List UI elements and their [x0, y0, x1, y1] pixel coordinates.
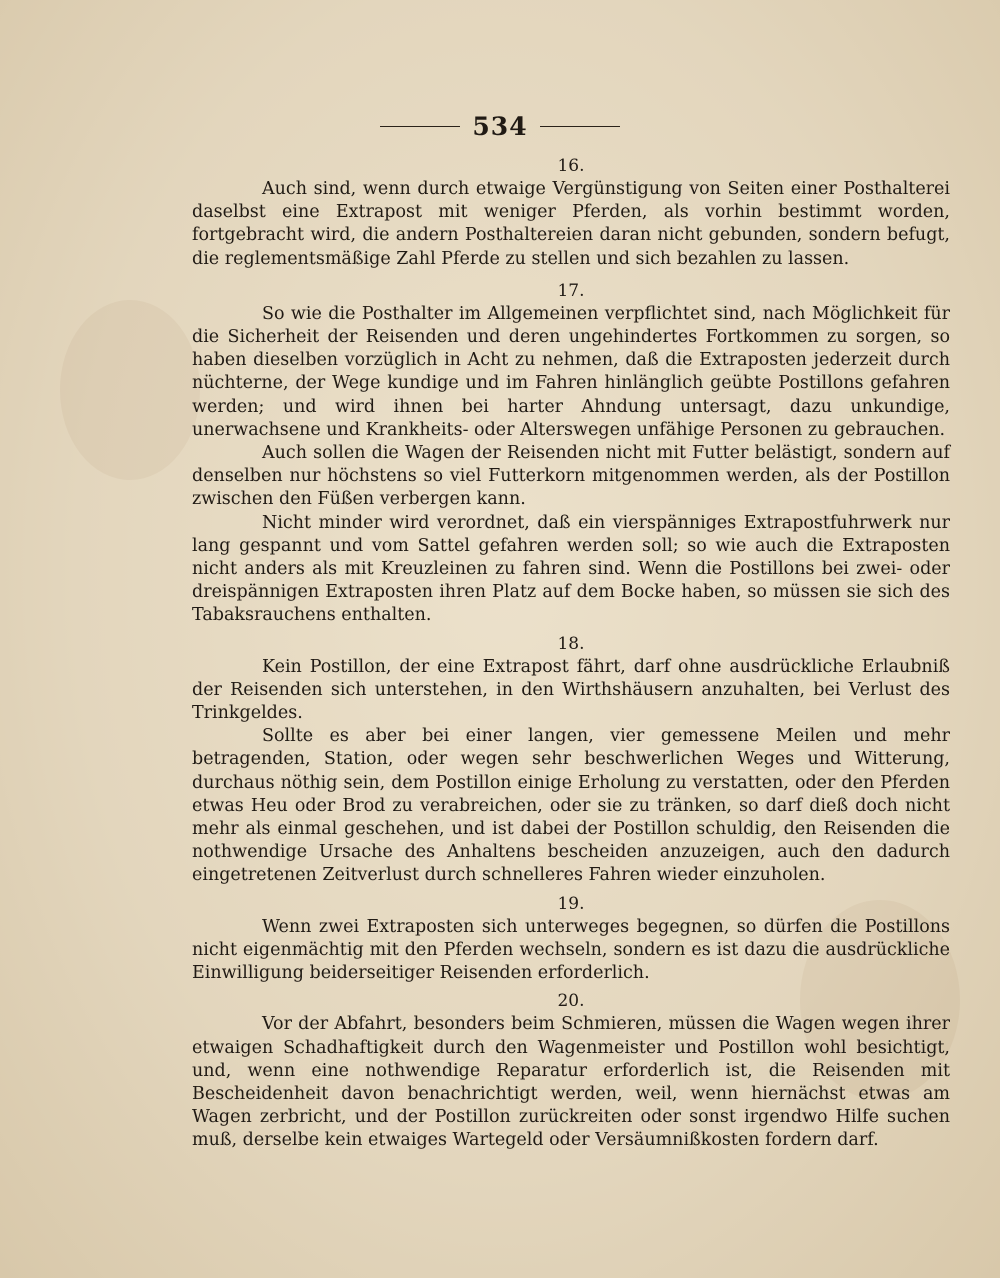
section-number: 16.	[557, 156, 585, 176]
paragraph: Vor der Abfahrt, besonders beim Schmieren, müssen die Wagen wegen ihrer etwaigen Schadhaftigkeit durch den Wagenmeister und Postillon wohl besichtigt, und, wenn eine nothwendige Reparatur erforderlich ist, die Reisenden mit Bescheidenheit davon benachrichtigt werden, weil, wenn hiernächst etwas am Wagen zerbricht, und der Postillon zurückreiten oder sonst irgendwo Hilfe suchen muß, derselbe kein etwaiges Wartegeld oder Versäumnißkosten fordern darf.	[192, 1014, 950, 1151]
section-number: 17.	[557, 280, 585, 301]
paper-stain	[60, 300, 200, 480]
page-body	[192, 150, 950, 1153]
paragraph: So wie die Posthalter im Allgemeinen verpflichtet sind, nach Möglichkeit für die Sicherheit der Reisenden und deren ungehindertes Fortkommen zu sorgen, so haben dieselben vorzüglich in Acht zu nehmen, daß die Extraposten jederzeit durch nüchterne, der Wege kundige und im Fahren hinlänglich geübte Postillons gefahren werden; und wird ihnen bei harter Ahndung untersagt, dazu unkundige, unerwachsene und Krankheits- oder Alterswegen unfähige Personen zu gebrauchen.	[192, 303, 950, 440]
paragraph: Auch sollen die Wagen der Reisenden nicht mit Futter belästigt, sondern auf denselben nur höchstens so viel Futterkorn mitgenommen werden, als der Postillon zwischen den Füßen verbergen kann.	[192, 443, 950, 510]
paragraph: Sollte es aber bei einer langen, vier gemessene Meilen und mehr betragenden, Station, oder wegen sehr beschwerlichen Weges und Witterung, durchaus nöthig sein, dem Postillon einige Erholung zu verstatten, oder den Pferden etwas Heu oder Brod zu verabreichen, oder sie zu tränken, so darf dieß doch nicht mehr als einmal geschehen, und ist dabei der Postillon schuldig, den Reisenden die nothwendige Ursache des Anhaltens bescheiden anzuzeigen, auch den dadurch eingetretenen Zeitverlust durch schnelleres Fahren wieder einzuholen.	[192, 726, 950, 886]
section-number: 18.	[557, 633, 585, 654]
paragraph: Wenn zwei Extraposten sich unterweges begegnen, so dürfen die Postillons nicht eigenmächtig mit den Pferden wechseln, sondern es ist dazu die ausdrückliche Einwilligung beiderseitiger Reisenden erforderlich.	[192, 916, 950, 984]
section-16	[192, 154, 950, 271]
page-number: 534	[472, 112, 528, 141]
paragraph: Auch sind, wenn durch etwaige Vergünstigung von Seiten einer Posthalterei daselbst eine Extrapost mit weniger Pferden, als vorhin bestimmt worden, fortgebracht wird, die andern Posthaltereien daran nicht gebunden, sondern befugt, die reglementsmäßige Zahl Pferde zu stellen und sich bezahlen zu lassen.	[192, 179, 950, 269]
section-18	[192, 632, 950, 888]
section-17	[192, 279, 950, 628]
header-rule-right	[540, 126, 620, 127]
section-number: 19.	[557, 893, 585, 914]
paragraph: Nicht minder wird verordnet, daß ein vierspänniges Extrapostfuhrwerk nur lang gespannt und vom Sattel gefahren werden soll; so wie auch die Extraposten nicht anders als mit Kreuzleinen zu fahren sind. Wenn die Postillons bei zwei- oder dreispännigen Extraposten ihren Platz auf dem Bocke haben, so müssen sie sich des Tabaksrauchens enthalten.	[192, 512, 950, 626]
section-20	[192, 989, 950, 1152]
page-header	[0, 112, 1000, 141]
section-19	[192, 892, 950, 986]
header-rule-left	[380, 126, 460, 127]
section-number: 20.	[557, 991, 585, 1012]
paragraph: Kein Postillon, der eine Extrapost fährt, darf ohne ausdrückliche Erlaubniß der Reisenden sich unterstehen, in den Wirthshäusern anzuhalten, bei Verlust des Trinkgeldes.	[192, 656, 950, 724]
